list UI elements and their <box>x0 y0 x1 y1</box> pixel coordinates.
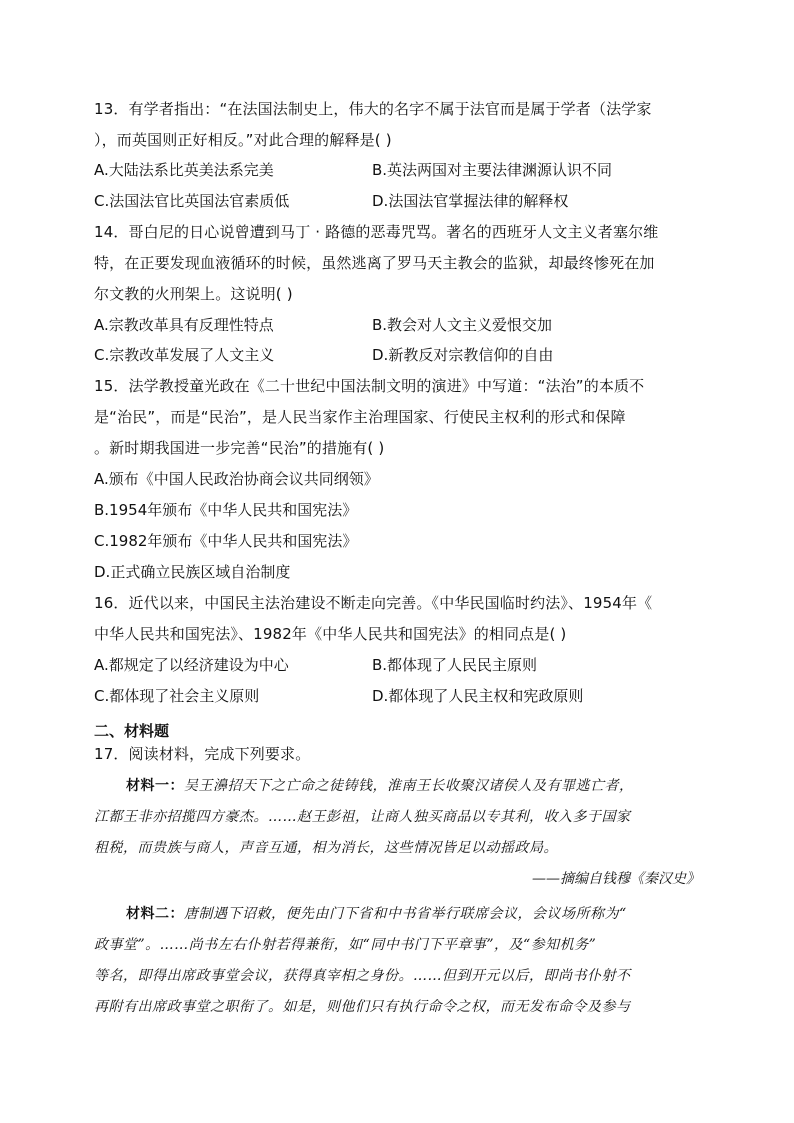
q16-option-d: D.都体现了人民主权和宪政原则 <box>372 687 584 705</box>
material-1-line-3: 租税，而贵族与商人，声音互通，相为消长，这些情况皆足以动摇政局。 <box>94 840 558 856</box>
q13-stem-line-2: ），而英国则正好相反。”对此合理的解释是( ) <box>94 131 392 149</box>
q14-stem-line-2: 特，在正要发现血液循环的时候，虽然逃离了罗马天主教会的监狱，却最终惨死在加 <box>94 254 655 272</box>
material-2-line-1 <box>126 903 627 925</box>
q15-option-d: D.正式确立民族区域自治制度 <box>94 563 291 581</box>
material-1-line-1 <box>126 775 634 797</box>
material-1-source: ——摘编自钱穆《秦汉史》 <box>532 871 700 887</box>
material-1-line-2: 江都王非亦招揽四方豪杰。……赵王彭祖，让商人独买商品以专其利，收入多于国家 <box>94 809 631 825</box>
q13-stem-line-1: 13．有学者指出：“在法国法制史上，伟大的名字不属于法官而是属于学者（法学家 <box>94 100 652 118</box>
q14-stem-line-1: 14．哥白尼的日心说曾遭到马丁 · 路德的恶毒咒骂。著名的西班牙人文主义者塞尔维 <box>94 223 659 241</box>
q16-option-a: A.都规定了以经济建设为中心 <box>94 656 289 674</box>
material-1-label: 材料一： <box>126 778 184 794</box>
q14-option-b: B.教会对人文主义爱恨交加 <box>372 316 553 334</box>
q16-stem-line-1: 16．近代以来，中国民主法治建设不断走向完善。《中华民国临时约法》、1954年《 <box>94 594 653 612</box>
q15-stem-line-1: 15．法学教授童光政在《二十世纪中国法制文明的演进》中写道：“法治”的本质不 <box>94 377 645 395</box>
material-2-line-4: 再附有出席政事堂之职衔了。如是，则他们只有执行命令之权，而无发布命令及参与 <box>94 999 631 1015</box>
q15-option-a: A.颁布《中国人民政治协商会议共同纲领》 <box>94 470 379 488</box>
material-1-text: 吴王濞招天下之亡命之徒铸钱，淮南王长收聚汉诸侯人及有罪逃亡者， <box>184 778 634 794</box>
q15-option-b: B.1954年颁布《中华人民共和国宪法》 <box>94 501 358 519</box>
q13-option-c: C.法国法官比英国法官素质低 <box>94 192 290 210</box>
q14-stem-line-3: 尔文教的火刑架上。这说明( ) <box>94 285 293 303</box>
q15-stem-line-3: 。新时期我国进一步完善“民治”的措施有( ) <box>94 439 385 457</box>
q17-stem: 17．阅读材料，完成下列要求。 <box>94 745 311 763</box>
q14-option-d: D.新教反对宗教信仰的自由 <box>372 346 554 364</box>
q16-option-c: C.都体现了社会主义原则 <box>94 687 260 705</box>
q15-option-c: C.1982年颁布《中华人民共和国宪法》 <box>94 532 358 550</box>
material-2-text: 唐制遇下诏敕，便先由门下省和中书省举行联席会议，会议场所称为“ <box>184 906 627 922</box>
material-2-line-2: 政事堂”。……尚书左右仆射若得兼衔，如“同中书门下平章事”，及“参知机务” <box>94 937 597 953</box>
material-2-label: 材料二： <box>126 906 184 922</box>
q13-option-b: B.英法两国对主要法律渊源认识不同 <box>372 161 613 179</box>
q16-option-b: B.都体现了人民民主原则 <box>372 656 538 674</box>
q14-option-a: A.宗教改革具有反理性特点 <box>94 316 274 334</box>
section-title: 二、材料题 <box>94 722 170 740</box>
material-2-line-3: 等名，即得出席政事堂会议，获得真宰相之身份。……但到开元以后，即尚书仆射不 <box>94 968 631 984</box>
q16-stem-line-2: 中华人民共和国宪法》、1982年《中华人民共和国宪法》的相同点是( ) <box>94 625 567 643</box>
q14-option-c: C.宗教改革发展了人文主义 <box>94 346 275 364</box>
q15-stem-line-2: 是“治民”，而是“民治”，是人民当家作主治理国家、行使民主权利的形式和保障 <box>94 408 626 426</box>
q13-option-d: D.法国法官掌握法律的解释权 <box>372 192 569 210</box>
q13-option-a: A.大陆法系比英美法系完美 <box>94 161 274 179</box>
